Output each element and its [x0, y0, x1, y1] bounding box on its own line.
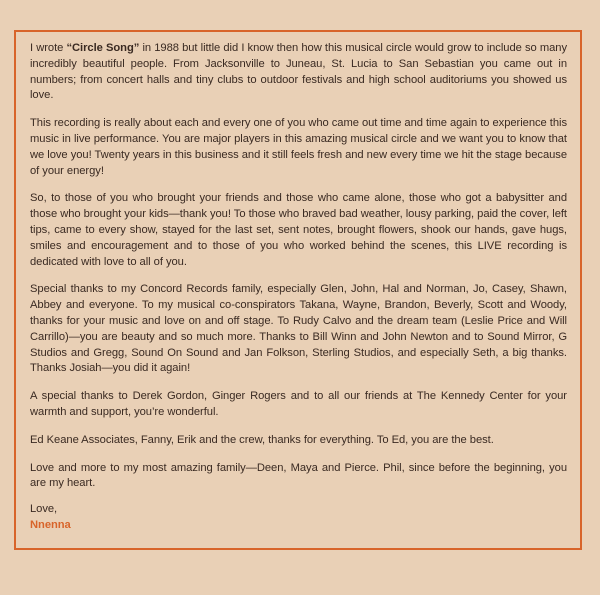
closing: Love,	[30, 503, 58, 516]
signoff	[30, 502, 567, 534]
paragraph-4: Special thanks to my Concord Records family, especially Glen, John, Hal and Norman, Jo, Casey, Shawn, Abbey and everyone. To my musical co-conspirators Takana, Wayne, Brandon, Beverly, Scott and Woody, thanks for your music and love on and off stage. To Rudy Calvo and the dream team (Leslie Price and Will Carrillo)—you are beauty and so much more. Thanks to Bill Winn and John Newton and to Sound Mirror, G Studios and Gregg, Sound On Sound and Jan Folkson, Sterling Studios, and especially Seth, a big thanks. Thanks Josiah—you did it again!	[30, 283, 567, 375]
letter-frame	[14, 30, 582, 550]
p1-rest: in 1988 but little did I know then how this musical circle would grow to include so many incredibly beautiful people. From Jacksonville to Juneau, St. Lucia to San Sebastian you came out in numbers; from concert halls and tiny clubs to outdoor festivals and high school auditoriums you showed us love.	[30, 42, 567, 102]
paragraph-3: So, to those of you who brought your friends and those who came alone, those who got a babysitter and those who brought your kids—thank you! To those who braved bad weather, lousy parking, paid the cover, left tips, came to every show, stayed for the last set, sent notes, brought flowers, shook our hands, gave hugs, smiles and encouragement and to those of you who worked behind the scenes, this LIVE recording is dedicated with love to all of you.	[30, 192, 567, 268]
signature-name: Nnenna	[30, 518, 71, 531]
song-title: “Circle Song”	[66, 42, 140, 54]
paragraph-5: A special thanks to Derek Gordon, Ginger Rogers and to all our friends at The Kennedy Center for your warmth and support, you’re wonderful.	[30, 390, 567, 418]
paragraph-7: Love and more to my most amazing family—Deen, Maya and Pierce. Phil, since before the beginning, you are my heart.	[30, 461, 567, 490]
paragraph-6: Ed Keane Associates, Fanny, Erik and the crew, thanks for everything. To Ed, you are the best.	[30, 433, 494, 446]
paragraph-2: This recording is really about each and every one of you who came out time and time again to experience this music in live performance. You are major players in this amazing musical circle and we want you to know that we love you! Twenty years in this business and it still feels fresh and new every time we hit the stage because of your energy!	[30, 117, 567, 177]
paragraph-1	[30, 41, 567, 104]
p1-intro: I wrote	[30, 42, 67, 54]
